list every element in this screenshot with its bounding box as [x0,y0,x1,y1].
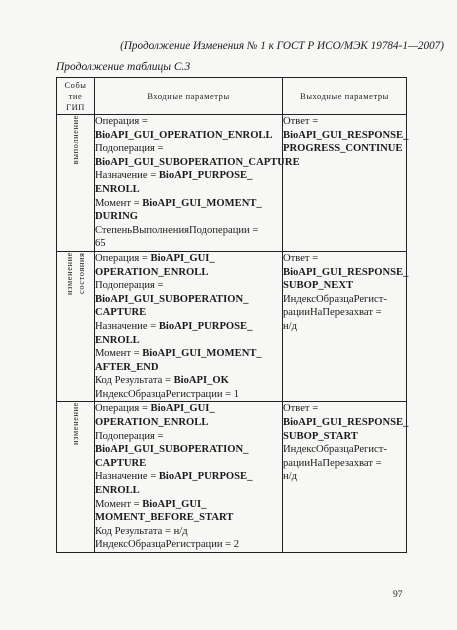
param-line: CAPTURE [95,307,147,319]
table-row [57,251,407,402]
param-line: CAPTURE [95,457,147,469]
param-line: ENROLL [95,485,140,497]
output-params-cell [283,115,407,252]
param-line: Операция = BioAPI_GUI_ [95,403,215,415]
param-line: Подоперация = [95,430,164,442]
event-cell [57,402,95,553]
param-line: BioAPI_GUI_RESPONSE_ [283,417,409,429]
param-line: Момент = BioAPI_GUI_MOMENT_ [95,197,262,209]
param-line: ИндексОбразцаРегистрации = 1 [95,388,240,400]
input-params-cell [95,115,300,252]
param-line: ИндексОбразцаРегист- [283,444,387,456]
param-line: СтепеньВыполненияПодоперации = [95,224,259,236]
param-line: BioAPI_GUI_SUBOPERATION_CAPTURE [95,156,300,168]
param-line: DURING [95,211,138,223]
table-continuation-caption: Продолжение таблицы С.3 [56,61,191,73]
param-line: н/д [283,320,298,332]
param-line: Назначение = BioAPI_PURPOSE_ [95,471,253,483]
event-label: изменение [70,402,80,446]
param-line: ENROLL [95,334,140,346]
header-input-params: Входные параметры [95,78,283,115]
param-line: Момент = BioAPI_GUI_ [95,498,207,510]
output-params-cell [283,402,407,553]
header-event-line-3: ГИП [66,102,85,112]
param-line: ИндексОбразцаРегист- [283,293,387,305]
param-line: н/д [283,471,298,483]
param-line: Ответ = [283,403,319,415]
param-line: Код Результата = н/д [95,525,188,537]
param-line: PROGRESS_CONTINUE [283,143,403,155]
param-line: OPERATION_ENROLL [95,417,209,429]
param-line: Подоперация = [95,143,164,155]
param-line: рацииНаПерезахват = [283,457,382,469]
header-output-params: Выходные параметры [283,78,407,115]
event-cell [57,115,95,252]
param-line: ENROLL [95,183,140,195]
header-event-cell [57,78,95,115]
event-label-line-1: изменение [64,251,74,295]
event-label [64,252,88,295]
output-params-cell [283,251,407,402]
param-line: Операция = [95,116,148,127]
param-line: 65 [95,238,106,250]
param-line: Подоперация = [95,280,164,292]
header-event-line-2: тие [68,91,83,101]
table-row [57,115,407,252]
param-line: BioAPI_GUI_RESPONSE_ [283,266,409,278]
param-line: SUBOP_START [283,430,358,442]
param-line: BioAPI_GUI_SUBOPERATION_ [95,293,249,305]
param-line: ИндексОбразцаРегистрации = 2 [95,539,240,551]
table-header-row [57,78,407,115]
event-label: выполнение [70,115,80,165]
running-header: (Продолжение Изменения № 1 к ГОСТ Р ИСО/МЭК 19784-1—2007) [120,40,444,52]
param-line: Назначение = BioAPI_PURPOSE_ [95,170,253,182]
param-line: BioAPI_GUI_OPERATION_ENROLL [95,129,273,141]
param-line: Операция = BioAPI_GUI_ [95,252,215,264]
param-line: AFTER_END [95,361,159,373]
param-line: Назначение = BioAPI_PURPOSE_ [95,320,253,332]
parameters-table [56,77,407,553]
table-row [57,402,407,553]
event-cell [57,251,95,402]
param-line: SUBOP_NEXT [283,280,354,292]
param-line: MOMENT_BEFORE_START [95,512,234,524]
param-line: рацииНаПерезахват = [283,307,382,319]
param-line: BioAPI_GUI_RESPONSE_ [283,129,409,141]
param-line: OPERATION_ENROLL [95,266,209,278]
input-params-cell [95,402,283,553]
param-line: Ответ = [283,252,319,264]
event-label-line-2: состояния [76,252,86,295]
page-number: 97 [393,590,403,600]
param-line: BioAPI_GUI_SUBOPERATION_ [95,444,249,456]
param-line: Код Результата = BioAPI_OK [95,375,229,387]
param-line: Момент = BioAPI_GUI_MOMENT_ [95,348,262,360]
param-line: Ответ = [283,116,319,127]
input-params-cell [95,251,283,402]
header-event-line-1: Собы [64,80,87,90]
